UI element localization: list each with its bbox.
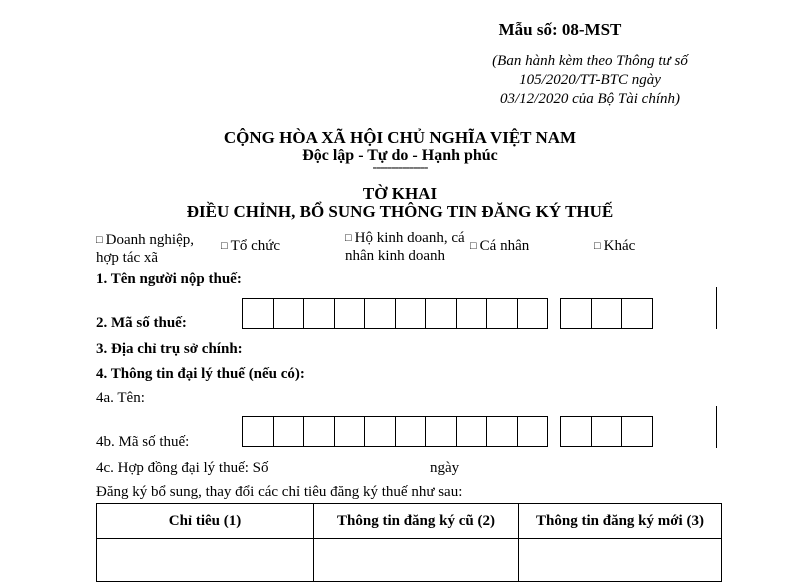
agent-tax-code-boxes[interactable] — [242, 416, 548, 447]
agent-tax-code-digit-box[interactable] — [518, 417, 548, 446]
margin-line — [716, 406, 717, 448]
field-agent-contract-date: ngày — [430, 460, 460, 476]
change-intro: Đăng ký bổ sung, thay đổi các chỉ tiêu đăng ký thuế như sau: — [96, 484, 463, 500]
tax-code-boxes[interactable] — [242, 298, 548, 329]
tax-code-digit-box[interactable] — [274, 299, 305, 328]
agent-tax-code-digit-box[interactable] — [304, 417, 335, 446]
registration-change-table — [96, 503, 722, 582]
tax-code-digit-box[interactable] — [365, 299, 396, 328]
column-header-new-info: Thông tin đăng ký mới (3) — [519, 504, 722, 539]
tax-code-digit-box[interactable] — [304, 299, 335, 328]
column-header-old-info: Thông tin đăng ký cũ (2) — [314, 504, 519, 539]
option-individual[interactable] — [470, 238, 529, 256]
field-agent-name: 4a. Tên: — [96, 390, 145, 406]
option-individual-label: Cá nhân — [479, 238, 530, 254]
option-enterprise-label-2: hợp tác xã — [96, 250, 159, 266]
field-tax-code: 2. Mã số thuế: — [96, 315, 187, 331]
form-code: Mẫu số: 08-MST — [498, 20, 622, 39]
tax-code-branch-digit-box[interactable] — [561, 299, 592, 328]
agent-tax-code-digit-box[interactable] — [457, 417, 488, 446]
option-enterprise[interactable] — [96, 232, 194, 267]
table-cell[interactable] — [314, 539, 519, 582]
agent-tax-code-branch-digit-box[interactable] — [592, 417, 623, 446]
separator: --------------- — [372, 160, 428, 175]
document-title: TỜ KHAI — [362, 184, 438, 203]
document-subtitle: ĐIỀU CHỈNH, BỔ SUNG THÔNG TIN ĐĂNG KÝ THUẾ — [186, 202, 614, 221]
tax-code-branch-boxes[interactable] — [560, 298, 653, 329]
option-household[interactable] — [345, 230, 465, 265]
agent-tax-code-digit-box[interactable] — [335, 417, 366, 446]
agent-tax-code-digit-box[interactable] — [274, 417, 305, 446]
tax-code-digit-box[interactable] — [243, 299, 274, 328]
tax-code-digit-box[interactable] — [457, 299, 488, 328]
checkbox-icon[interactable]: □ — [345, 232, 352, 244]
field-head-office-address: 3. Địa chỉ trụ sở chính: — [96, 341, 243, 357]
tax-code-branch-digit-box[interactable] — [592, 299, 623, 328]
checkbox-icon[interactable]: □ — [470, 240, 477, 252]
field-taxpayer-name: 1. Tên người nộp thuế: — [96, 271, 242, 287]
column-header-indicator: Chỉ tiêu (1) — [97, 504, 314, 539]
option-enterprise-label-1: Doanh nghiệp, — [105, 232, 194, 248]
option-other-label: Khác — [603, 238, 636, 254]
tax-code-digit-box[interactable] — [396, 299, 427, 328]
agent-tax-code-digit-box[interactable] — [365, 417, 396, 446]
option-household-label-1: Hộ kinh doanh, cá — [354, 230, 465, 246]
tax-code-digit-box[interactable] — [335, 299, 366, 328]
agent-tax-code-digit-box[interactable] — [396, 417, 427, 446]
field-agent-contract: 4c. Hợp đồng đại lý thuế: Số — [96, 460, 269, 476]
field-tax-agent-info: 4. Thông tin đại lý thuế (nếu có): — [96, 366, 305, 382]
field-agent-tax-code: 4b. Mã số thuế: — [96, 434, 190, 450]
option-organization-label: Tổ chức — [230, 238, 281, 254]
option-organization[interactable] — [221, 238, 280, 256]
table-header-row — [97, 504, 722, 539]
option-household-label-2: nhân kinh doanh — [345, 248, 445, 264]
national-title: CỘNG HÒA XÃ HỘI CHỦ NGHĨA VIỆT NAM — [223, 128, 577, 147]
margin-line — [716, 287, 717, 329]
option-other[interactable] — [594, 238, 635, 256]
checkbox-icon[interactable]: □ — [96, 234, 103, 246]
issuance-note-line-3: 03/12/2020 của Bộ Tài chính) — [500, 91, 680, 107]
agent-tax-code-branch-digit-box[interactable] — [622, 417, 652, 446]
agent-tax-code-digit-box[interactable] — [243, 417, 274, 446]
checkbox-icon[interactable]: □ — [221, 240, 228, 252]
checkbox-icon[interactable]: □ — [594, 240, 601, 252]
agent-tax-code-digit-box[interactable] — [426, 417, 457, 446]
issuance-note-line-2: 105/2020/TT-BTC ngày — [519, 72, 661, 88]
agent-tax-code-branch-digit-box[interactable] — [561, 417, 592, 446]
table-cell[interactable] — [519, 539, 722, 582]
tax-code-branch-digit-box[interactable] — [622, 299, 652, 328]
issuance-note-line-1: (Ban hành kèm theo Thông tư số — [492, 53, 688, 69]
agent-tax-code-digit-box[interactable] — [487, 417, 518, 446]
motto: Độc lập - Tự do - Hạnh phúc — [302, 147, 498, 164]
tax-code-digit-box[interactable] — [426, 299, 457, 328]
table-row — [97, 539, 722, 582]
issuance-note — [460, 52, 720, 109]
agent-tax-code-branch-boxes[interactable] — [560, 416, 653, 447]
tax-code-digit-box[interactable] — [518, 299, 548, 328]
tax-code-digit-box[interactable] — [487, 299, 518, 328]
table-cell[interactable] — [97, 539, 314, 582]
